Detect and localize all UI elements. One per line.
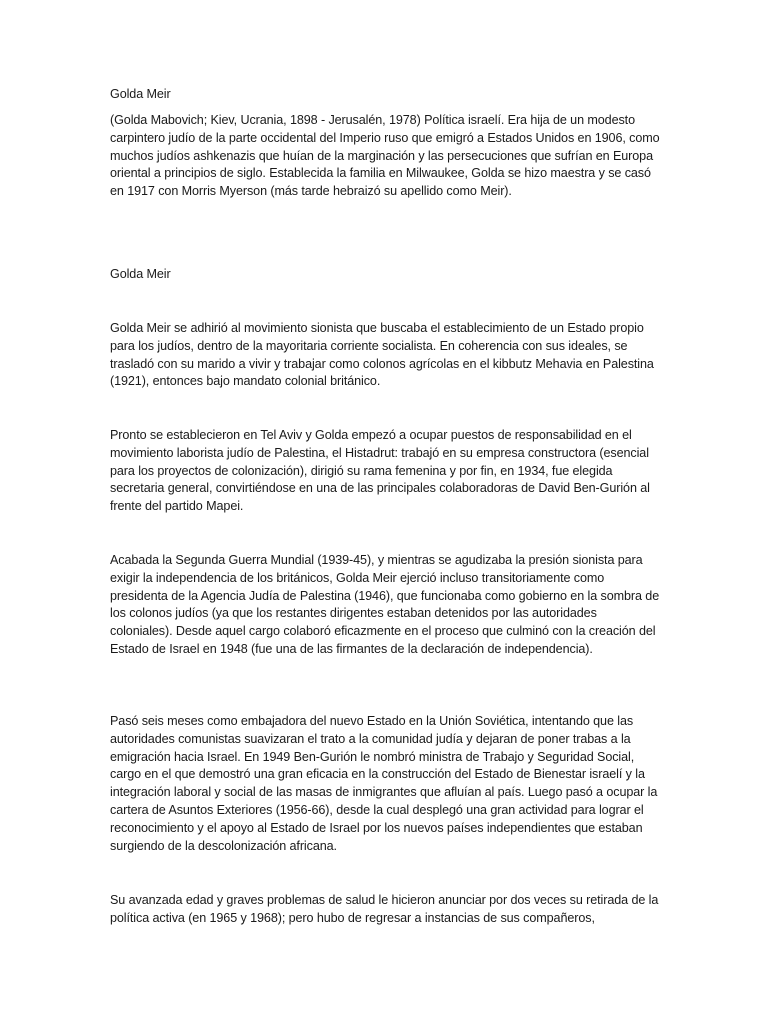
paragraph-1: Golda Meir se adhirió al movimiento sionista que buscaba el establecimiento de un Estado propio para los judíos, dentro de la mayoritaria corriente socialista. En coherencia con sus ideales, se trasladó con su marido a vivir y trabajar como colonos agrícolas en el kibbutz Mehavia en Palestina (1921), entonces bajo mandato colonial británico. [110,321,654,389]
paragraph-5: Su avanzada edad y graves problemas de salud le hicieron anunciar por dos veces su retirada de la política activa (en 1965 y 1968); pero hubo de regresar a instancias de sus compañeros, [110,893,659,925]
intro-paragraph: (Golda Mabovich; Kiev, Ucrania, 1898 - Jerusalén, 1978) Política israelí. Era hija de un modesto carpintero judío de la parte occidental del Imperio ruso que emigró a Estados Unidos en 1906, como muchos judíos ashkenazis que huían de la marginación y las persecuciones que sufrían en Europa oriental a principios de siglo. Establecida la familia en Milwaukee, Golda se hizo maestra y se casó en 1917 con Morris Myerson (más tarde hebraizó su apellido como Meir). [110,113,660,199]
paragraph-3: Acabada la Segunda Guerra Mundial (1939-45), y mientras se agudizaba la presión sionista para exigir la independencia de los británicos, Golda Meir ejerció incluso transitoriamente como presidenta de la Agencia Judía de Palestina (1946), que funcionaba como gobierno en la sombra de los colonos judíos (ya que los restantes dirigentes estaban detenidos por las autoridades coloniales). Desde aquel cargo colaboró eficazmente en el proceso que culminó con la creación del Estado de Israel en 1948 (fue una de las firmantes de la declaración de independencia). [110,553,660,656]
document-title: Golda Meir [110,87,171,101]
paragraph-2: Pronto se establecieron en Tel Aviv y Golda empezó a ocupar puestos de responsabilidad en el movimiento laborista judío de Palestina, el Histadrut: trabajó en su empresa constructora (esencial para los proyectos de colonización), dirigió su rama femenina y por fin, en 1934, fue elegida secretaria general, convirtiéndose en una de las principales colaboradoras de David Ben-Gurión al frente del partido Mapei. [110,428,650,514]
paragraph-4: Pasó seis meses como embajadora del nuevo Estado en la Unión Soviética, intentando que las autoridades comunistas suavizaran el trato a la comunidad judía y dejaran de poner trabas a la emigración hacia Israel. En 1949 Ben-Gurión le nombró ministra de Trabajo y Seguridad Social, cargo en el que demostró una gran eficacia en la construcción del Estado de Bienestar israelí y la integración laboral y social de las masas de inmigrantes que afluían al país. Luego pasó a ocupar la cartera de Asuntos Exteriores (1956-66), desde la cual desplegó una gran actividad para lograr el reconocimiento y el apoyo al Estado de Israel por los nuevos países independientes que estaban surgiendo de la descolonización africana. [110,714,658,853]
document-page [110,0,662,1024]
section-title: Golda Meir [110,267,171,281]
